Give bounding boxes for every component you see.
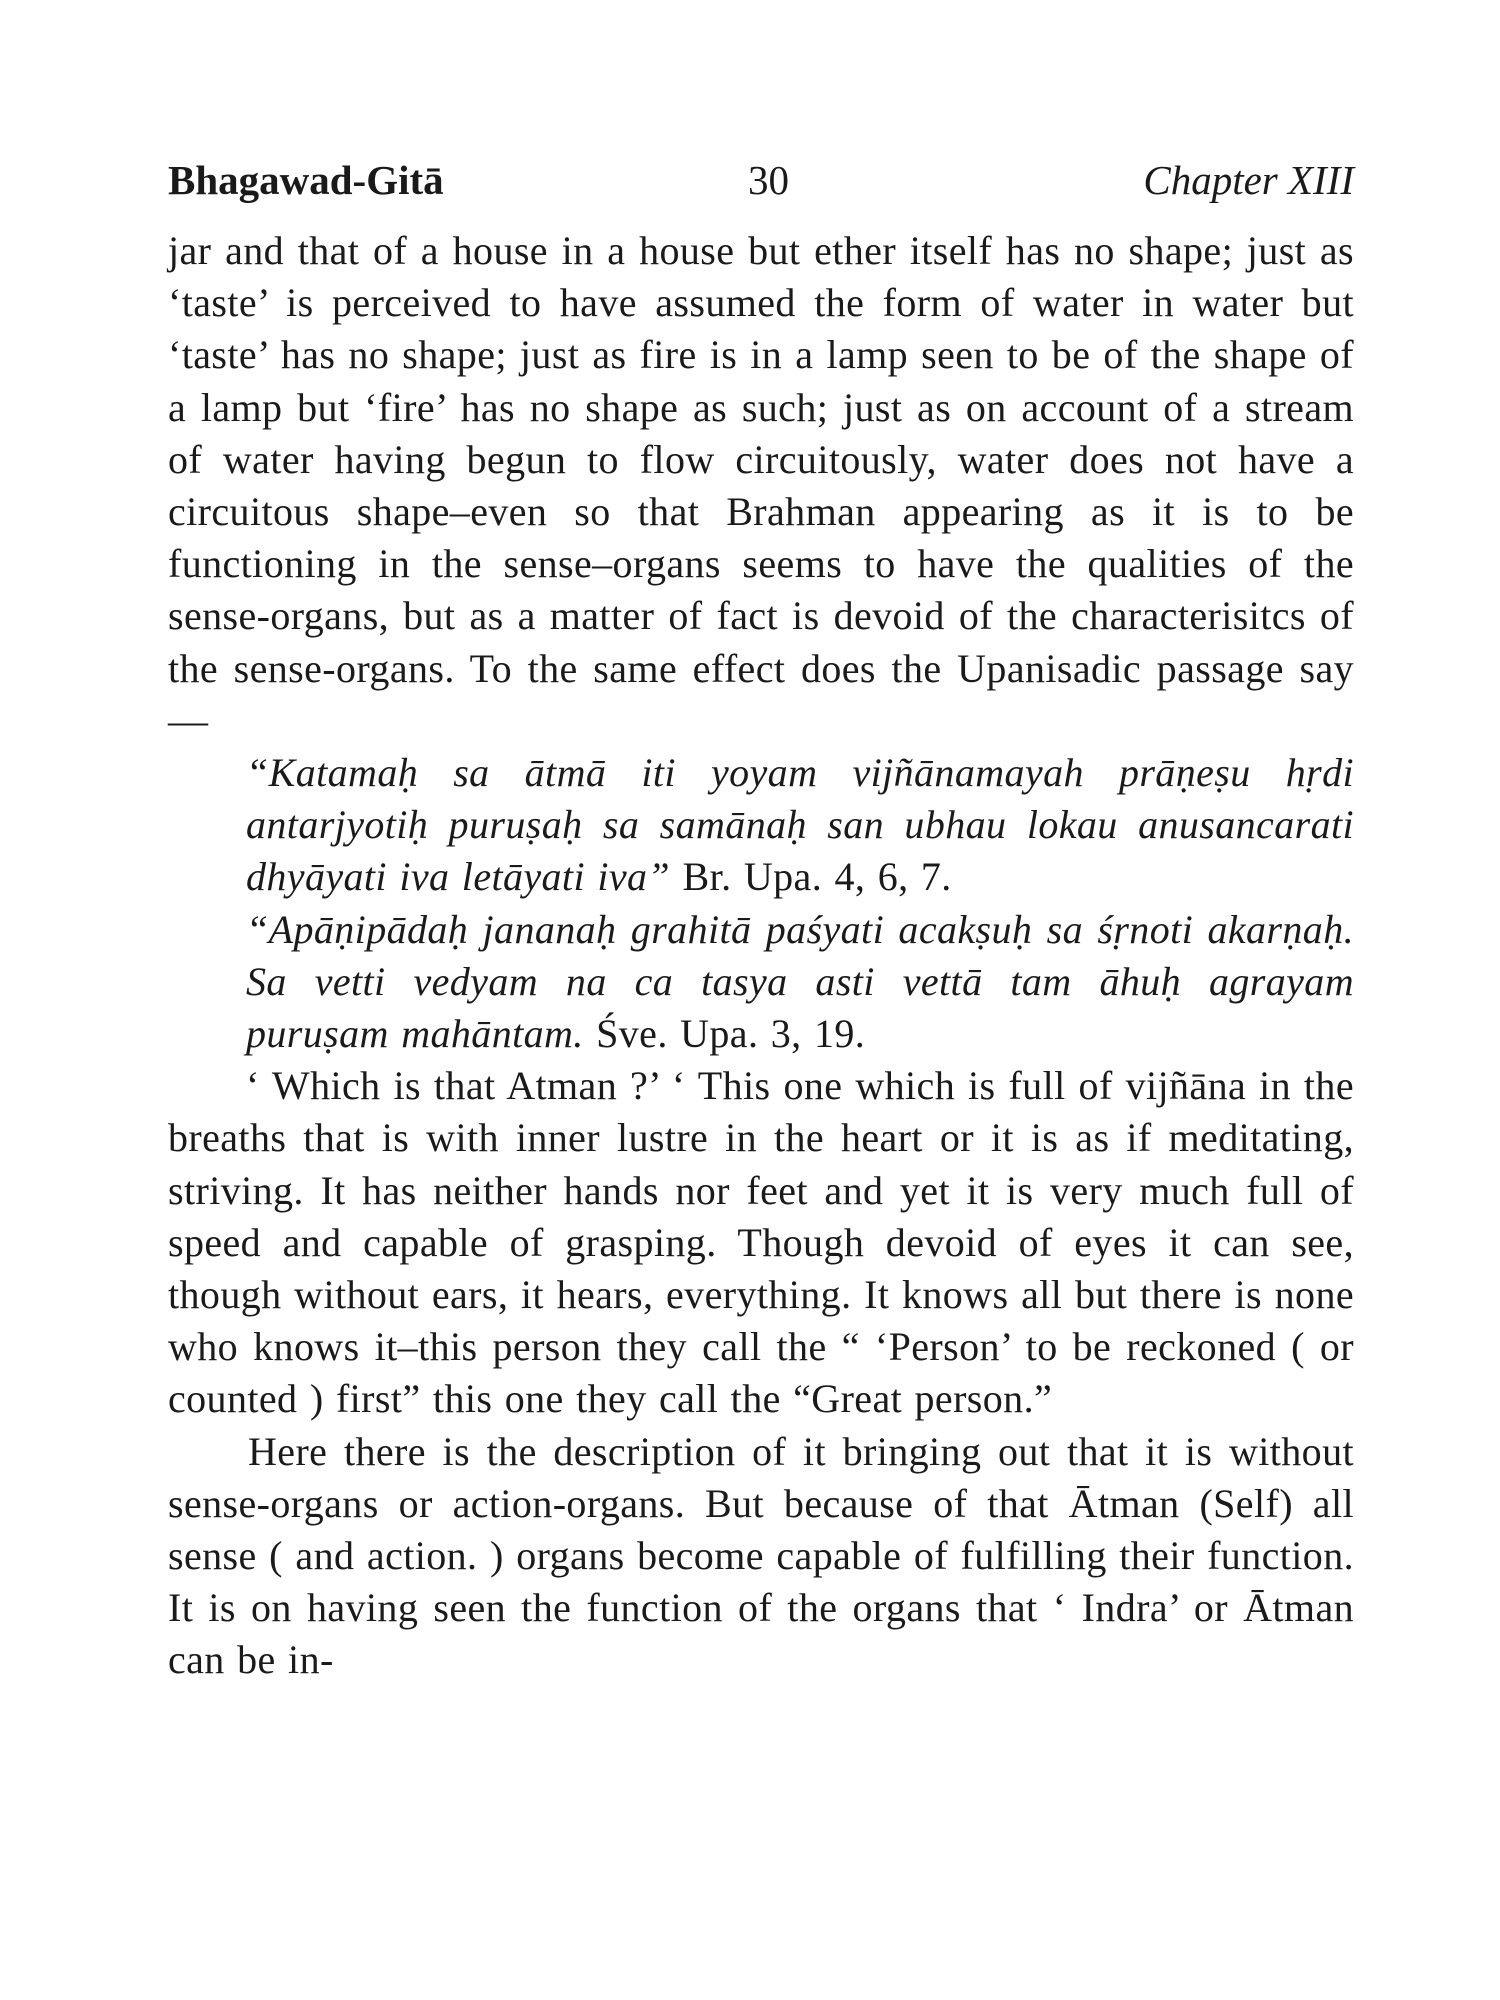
page-body (168, 225, 1354, 1687)
running-header (168, 150, 1354, 210)
paragraph-2: ‘ Which is that Atman ?’ ‘ This one which is full of vijñāna in the breaths that is with inner lustre in the heart or it is as if meditating, striving. It has neither hands nor feet and yet it is very much full of speed and capable of grasping. Though devoid of eyes it can see, though without ears, it hears, everything. It knows all but there is none who knows it–this person they call the “ ‘Person’ to be reckoned ( or counted ) first” this one they call the “Great person.” (168, 1063, 1354, 1422)
book-title: Bhagawad-Gitā (168, 157, 444, 203)
sanskrit-verse-1 (168, 747, 1354, 904)
book-page (168, 150, 1354, 1687)
chapter-label: Chapter XIII (1143, 157, 1354, 203)
paragraph-3: Here there is the description of it bringing out that it is without sense-organs or action-organs. But because of that Ātman (Self) all sense ( and action. ) organs become capable of fulfilling their function. It is on having seen the function of the organs that ‘ Indra’ or Ātman can be in- (168, 1428, 1354, 1683)
paragraph-1: jar and that of a house in a house but ether itself has no shape; just as ‘taste’ is perceived to have assumed the form of water in water but ‘taste’ has no shape; just as fire is in a lamp seen to be of the shape of a lamp but ‘fire’ has no shape as such; just as on account of a stream of water having begun to flow circuitously, water does not have a circuitous shape–even so that Brahman appearing as it is to be functioning in the sense–organs seems to have the qualities of the sense-organs, but as a matter of fact is devoid of the characterisitcs of the sense-organs. To the same effect does the Upanisadic passage say— (168, 228, 1354, 743)
verse-1-reference: Br. Upa. 4, 6, 7. (670, 854, 952, 900)
verse-1-text: “Katamaḥ sa ātmā iti yoyam vijñānamayah prāṇeṣu hṛdi antarjyotiḥ puruṣaḥ sa samānaḥ san ubhau lokau anusancarati dhyāyati iva letāyati iva” (246, 750, 1354, 900)
page-number: 30 (748, 157, 789, 203)
verse-2-text: “Apāṇipādaḥ jananaḥ grahitā paśyati acakṣuḥ sa śṛnoti akarṇaḥ. Sa vetti vedyam na ca tasya asti vettā tam āhuḥ agrayam puruṣam mahāntam. (246, 906, 1354, 1057)
verse-2-reference: Śve. Upa. 3, 19. (583, 1011, 866, 1057)
sanskrit-verse-2 (168, 904, 1354, 1061)
